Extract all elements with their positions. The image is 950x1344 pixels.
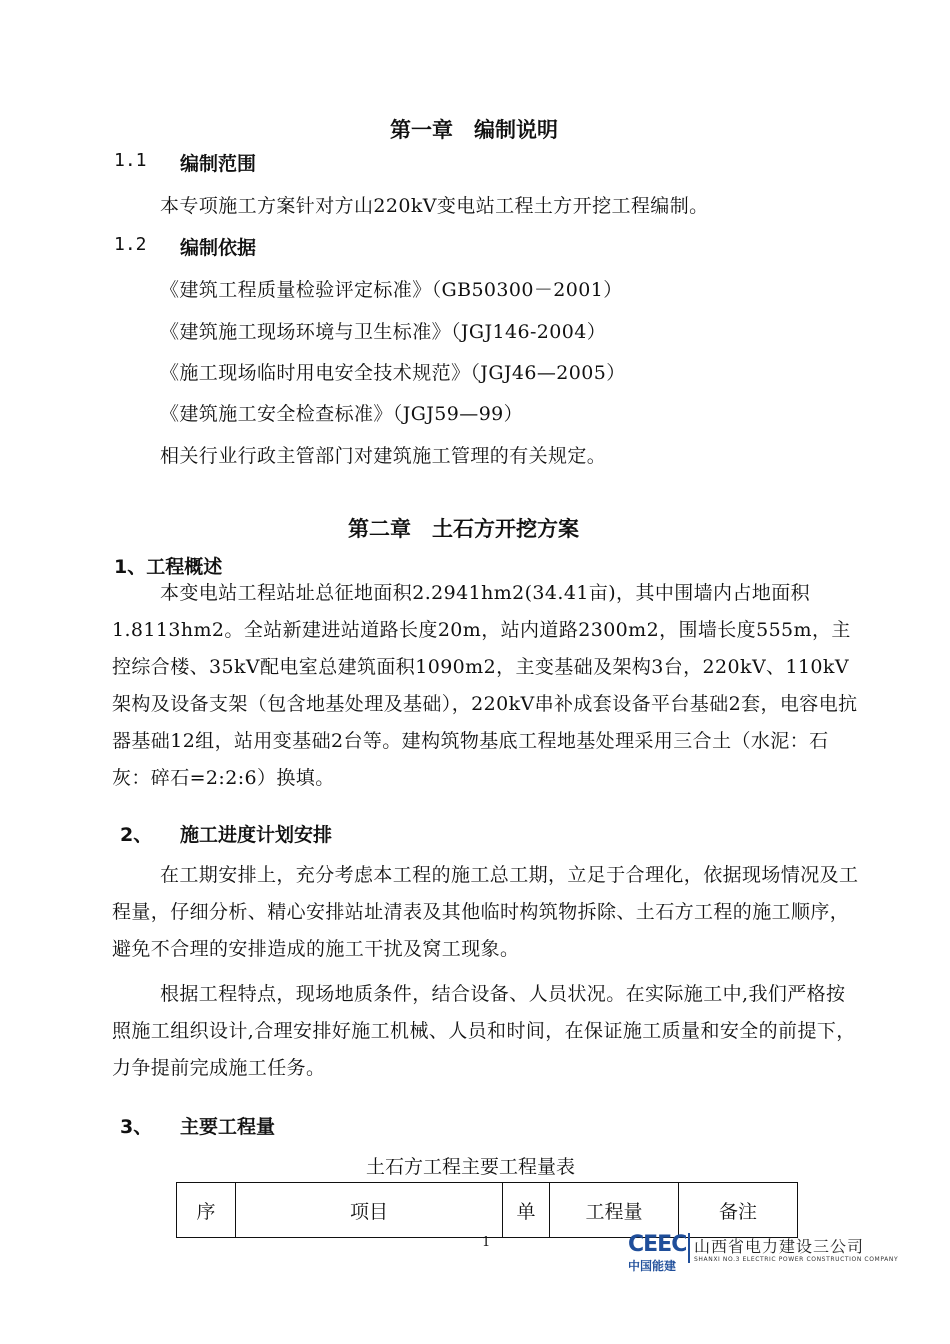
basis-item-3: 《施工现场临时用电安全技术规范》（JGJ46—2005） (160, 362, 626, 384)
schedule-number: 2、 (120, 824, 153, 846)
schedule-text-2: 根据工程特点，现场地质条件，结合设备、人员状况。在实际施工中,我们严格按照施工组织设计,合理安排好施工机械、人员和时间，在保证施工质量和安全的前提下，力争提前完成施工任务。 (112, 983, 856, 1079)
ceec-logo-mark: CEEC (628, 1232, 687, 1257)
schedule-text-1: 在工期安排上，充分考虑本工程的施工总工期，立足于合理化，依据现场情况及工程量，仔细分析、精心安排站址清表及其他临时构筑物拆除、土石方工程的施工顺序，避免不合理的安排造成的施工干扰及窝工现象。 (112, 864, 859, 960)
company-name: 山西省电力建设三公司 (694, 1237, 865, 1256)
header-cell-unit: 单 (503, 1183, 550, 1238)
overview-text: 本变电站工程站址总征地面积2.2941hm2(34.41亩)，其中围墙内占地面积1.8113hm2。全站新建进站道路长度20m，站内道路2300m2，围墙长度555m，主控综合楼、35kV配电室总建筑面积1090m2，主变基础及架构3台，220kV、110kV架构及设备支架（包含地基处理及基础），220kV串补成套设备平台基础2套，电容电抗器基础12组，站用变基础2台等。建构筑物基底工程地基处理采用三合土（水泥：石灰：碎石=2:2:6）换填。 (112, 582, 858, 789)
chapter2-title: 第二章 土石方开挖方案 (348, 517, 579, 541)
basis-item-5: 相关行业行政主管部门对建筑施工管理的有关规定。 (160, 445, 607, 467)
schedule-heading: 施工进度计划安排 (180, 824, 333, 846)
basis-item-2: 《建筑施工现场环境与卫生标准》（JGJ146-2004） (160, 321, 607, 343)
table-caption: 土石方工程主要工程量表 (366, 1156, 576, 1178)
ceec-chinese-name: 中国能建 (628, 1259, 677, 1273)
quantities-table (176, 1182, 798, 1238)
basis-item-1: 《建筑工程质量检验评定标准》（GB50300－2001） (160, 279, 623, 301)
page-number: 1 (482, 1235, 491, 1250)
header-cell-remark: 备注 (679, 1183, 798, 1238)
basis-item-4: 《建筑施工安全检查标准》（JGJ59—99） (160, 403, 524, 425)
chapter1-title: 第一章 编制说明 (390, 118, 558, 142)
table-header-row (177, 1183, 798, 1238)
company-logo (628, 1232, 686, 1274)
overview-heading: 1、工程概述 (114, 556, 223, 578)
company-english-name: SHANXI NO.3 ELECTRIC POWER CONSTRUCTION COMPANY (694, 1256, 899, 1263)
overview-paragraph (112, 575, 862, 797)
header-cell-item: 项目 (236, 1183, 503, 1238)
scope-text: 本专项施工方案针对方山220kV变电站工程土方开挖工程编制。 (160, 195, 709, 217)
section-1-1-number: 1.1 (114, 150, 147, 171)
section-1-2-heading: 编制依据 (180, 237, 257, 259)
logo-divider (688, 1233, 690, 1263)
quantities-heading: 主要工程量 (180, 1116, 276, 1138)
section-1-1-heading: 编制范围 (180, 153, 257, 175)
header-cell-index: 序 (177, 1183, 236, 1238)
header-cell-quantity: 工程量 (550, 1183, 679, 1238)
schedule-paragraphs (112, 857, 862, 1087)
section-1-2-number: 1.2 (114, 234, 147, 255)
quantities-number: 3、 (120, 1116, 153, 1138)
